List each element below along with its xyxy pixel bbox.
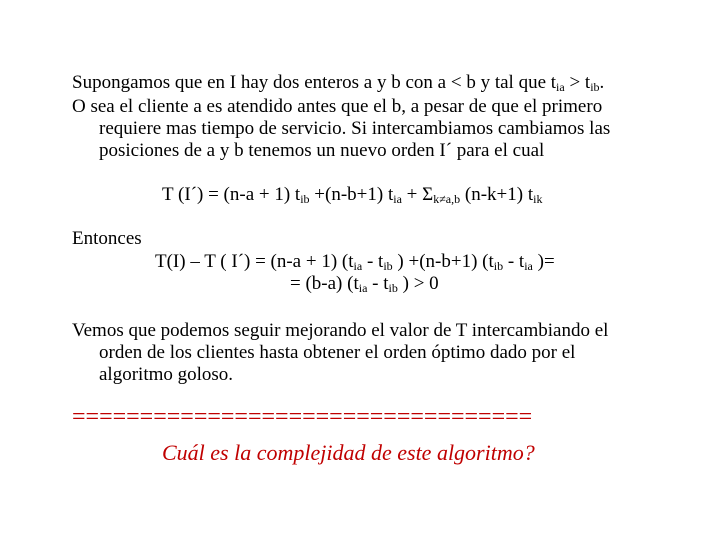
formula-result — [290, 273, 439, 295]
text: T(I) – T ( I´) = (n-a + 1) (t — [155, 251, 354, 272]
question-text: Cuál es la complejidad de este algoritmo? — [162, 440, 535, 465]
para1-line4: posiciones de a y b tenemos un nuevo orden I´ para el cual — [99, 140, 545, 161]
text: ) > 0 — [397, 273, 439, 294]
formula-difference — [155, 251, 555, 273]
text: + Σ — [401, 184, 434, 205]
para2-line1: Vemos que podemos seguir mejorando el valor de T intercambiando el — [72, 320, 609, 341]
subscript: ia — [556, 80, 565, 94]
text: T (I´) = (n-a + 1) t — [162, 184, 301, 205]
subscript: ib — [388, 281, 398, 295]
subscript: k≠a,b — [433, 192, 461, 206]
separator-line: ================================== — [72, 404, 533, 430]
subscript: ia — [353, 259, 363, 273]
text: Supongamos que en I hay dos enteros a y b con a < b y tal que t — [72, 72, 557, 93]
para1-line3: requiere mas tiempo de servicio. Si intercambiamos cambiamos las — [99, 118, 611, 139]
para2-line3: algoritmo goloso. — [99, 364, 234, 385]
entonces-label: Entonces — [72, 228, 142, 249]
subscript: ib — [383, 259, 393, 273]
subscript: ik — [533, 192, 543, 206]
subscript: ia — [524, 259, 533, 273]
text: ) +(n-b+1) (t — [392, 251, 494, 272]
formula-t-i-prime — [162, 184, 542, 206]
para2-line2: orden de los clientes hasta obtener el orden óptimo dado por el — [99, 342, 576, 363]
text: . — [599, 72, 605, 93]
text: - t — [503, 251, 525, 272]
text: > t — [564, 72, 591, 93]
text: - t — [362, 251, 384, 272]
text: = (b-a) (t — [290, 273, 359, 294]
subscript: ib — [300, 192, 310, 206]
text: - t — [367, 273, 389, 294]
text: )= — [532, 251, 555, 272]
subscript: ib — [590, 80, 600, 94]
text: (n-k+1) t — [460, 184, 534, 205]
subscript: ib — [493, 259, 504, 273]
subscript: ia — [358, 281, 368, 295]
subscript: ia — [393, 192, 402, 206]
para1-line1 — [72, 72, 604, 94]
text: +(n-b+1) t — [309, 184, 394, 205]
para1-line2: O sea el cliente a es atendido antes que el b, a pesar de que el primero — [72, 96, 603, 117]
